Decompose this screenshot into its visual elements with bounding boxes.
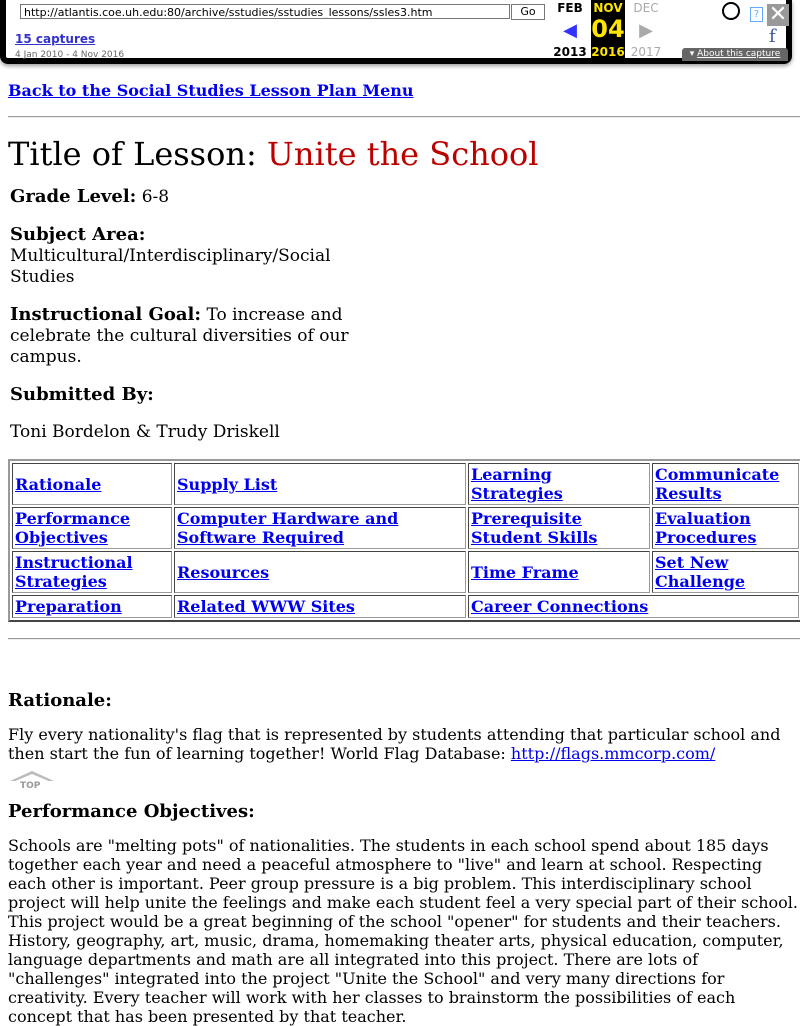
grade-label: Grade Level: (10, 186, 137, 207)
nav-computer-hardware[interactable]: Computer Hardware and Software Required (177, 509, 399, 547)
rationale-body: Fly every nationality's flag that is represented by students attending that particular school and then start the fun of learning together! World Flag Database: (8, 725, 781, 763)
top-label: TOP (20, 781, 41, 791)
next-month: DEC (633, 1, 659, 15)
prev-year: 2013 (553, 45, 587, 59)
loading-circle-icon (722, 2, 740, 20)
divider (8, 638, 800, 640)
go-button[interactable]: Go (511, 4, 545, 20)
nav-prerequisite-skills[interactable]: Prerequisite Student Skills (471, 509, 598, 547)
goal-label: Instructional Goal: (10, 304, 202, 325)
next-capture[interactable] (626, 0, 666, 58)
page-title (8, 134, 800, 174)
prev-month: FEB (557, 1, 583, 15)
nav-resources[interactable]: Resources (177, 562, 270, 582)
rationale-heading: Rationale: (8, 690, 112, 711)
next-year: 2017 (630, 45, 662, 59)
divider (8, 116, 800, 118)
nav-related-www-sites[interactable]: Related WWW Sites (177, 597, 355, 616)
next-arrow-icon[interactable]: ▶ (639, 20, 653, 41)
prev-arrow-icon[interactable]: ◀ (563, 20, 577, 41)
nav-rationale[interactable]: Rationale (15, 474, 102, 494)
title-prefix: Title of Lesson: (8, 135, 257, 173)
nav-performance-objectives[interactable]: Performance Objectives (15, 509, 131, 547)
back-to-top-icon[interactable] (8, 771, 56, 793)
goal-value: To increase and celebrate the cultural diversities of our campus. (10, 305, 349, 367)
nav-supply-list[interactable]: Supply List (177, 474, 278, 494)
nav-instructional-strategies[interactable]: Instructional Strategies (15, 553, 133, 591)
objectives-heading: Performance Objectives: (8, 801, 255, 822)
nav-learning-strategies[interactable]: Learning Strategies (471, 465, 563, 503)
help-icon[interactable]: ? (750, 7, 763, 22)
lesson-info (10, 186, 360, 443)
capture-date-range: 4 Jan 2010 - 4 Nov 2016 (15, 50, 125, 60)
objectives-text: Schools are "melting pots" of nationalities. The students in each school spend about 185 days together each year and need a peaceful atmosphere to "live" and learn at school. Respecting each other is important. Peer group pressure is a big problem. This interdisciplinary school project will help unite the feelings and make each student feel a very special part of their school. This project would be a great beginning of the school "opener" for students and their teachers. History, geography, art, music, drama, homemaking theater arts, physical education, computer, language departments and math are all integrated into this project. There are lots of "challenges" integrated into the project "Unite the School" and very many directions for creativity. Every teacher will work with her classes to brainstorm the possibilities of each concept that has been presented by that teacher. (8, 836, 798, 1026)
nav-preparation[interactable]: Preparation (15, 597, 122, 616)
submitted-label: Submitted By: (10, 384, 154, 405)
nav-communicate-results[interactable]: Communicate Results (655, 465, 780, 503)
rationale-text (8, 725, 800, 763)
about-capture-button[interactable]: ▾ About this capture (682, 48, 788, 61)
captures-link[interactable]: 15 captures (15, 32, 96, 46)
subject-label: Subject Area: (10, 224, 146, 245)
current-day: 04 (591, 15, 625, 43)
submitted-value: Toni Bordelon & Trudy Driskell (10, 422, 280, 442)
nav-career-connections[interactable]: Career Connections (471, 597, 649, 616)
current-month: NOV (593, 1, 623, 15)
nav-time-frame[interactable]: Time Frame (471, 562, 579, 582)
page-content (8, 78, 800, 1026)
nav-set-new-challenge[interactable]: Set New Challenge (655, 553, 746, 591)
url-input[interactable]: http://atlantis.coe.uh.edu:80/archive/sstudies/sstudies_lessons/ssles3.htm (20, 4, 510, 19)
lesson-title: Unite the School (266, 135, 539, 173)
grade-value: 6-8 (141, 187, 170, 207)
section-nav-table (8, 459, 800, 622)
current-year: 2016 (591, 45, 625, 59)
subject-value: Multicultural/Interdisciplinary/Social Studies (10, 246, 331, 287)
current-capture (591, 0, 625, 58)
flag-database-link[interactable]: http://flags.mmcorp.com/ (510, 744, 716, 763)
prev-capture[interactable] (550, 0, 590, 58)
close-icon[interactable]: ✕ (768, 2, 788, 27)
about-capture-label: About this capture (697, 49, 781, 59)
back-to-menu-link[interactable]: Back to the Social Studies Lesson Plan Menu (8, 81, 414, 100)
facebook-icon[interactable]: f (769, 26, 776, 47)
wayback-toolbar (0, 0, 792, 64)
nav-evaluation-procedures[interactable]: Evaluation Procedures (655, 509, 757, 547)
